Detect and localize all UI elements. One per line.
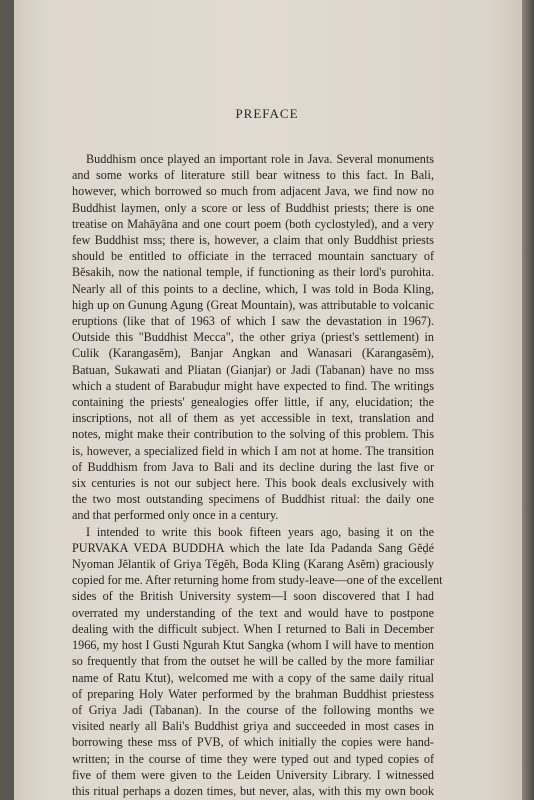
text-line: dealing with the difficult subject. When I returned to Bali in December (72, 621, 434, 636)
text-line: treatise on Mahāyāna and one court poem (both cyclostyled), and a very (72, 216, 434, 231)
text-line: Buddhist laymen, only a score or less of Buddhist priests; there is one (72, 200, 434, 215)
text-line: so frequently that from the outset he will be called by the more familiar (72, 654, 434, 669)
page-heading: PREFACE (235, 106, 299, 121)
text-line: 1966, my host I Gusti Ngurah Ktut Sangka (whom I will have to mention (72, 638, 434, 653)
text-line: should be entitled to officiate in the terraced mountain sanctuary of (72, 249, 434, 264)
text-line: of preparing Holy Water performed by the brahman Buddhist priestess (72, 686, 434, 701)
text-line: and some works of literature still bear witness to this fact. In Bali, (72, 168, 434, 183)
text-line: six centuries is not our subject here. This book deals exclusively with (72, 476, 434, 491)
text-line: high up on Gunung Agung (Great Mountain), was attributable to volcanic (72, 297, 434, 312)
text-line: written; in the course of time they were typed out and typed copies of (72, 751, 434, 766)
text-line: PURVAKA VEDA BUDDHA which the late Ida Padanda Sang Gĕḍé (72, 540, 434, 555)
text-line: of Griya Jadi (Tabanan). In the course of the following months we (72, 702, 434, 717)
text-line: inscriptions, not all of them as yet accessible in text, translation and (72, 411, 434, 426)
text-line: few Buddhist mss; there is, however, a claim that only Buddhist priests (72, 233, 434, 248)
text-line: the two most outstanding specimens of Buddhist ritual: the daily one (72, 492, 434, 507)
text-line: Culik (Karangasĕm), Banjar Angkan and Wanasari (Karangasĕm), (72, 346, 434, 361)
text-line: copied for me. After returning home from study-leave—one of the excellent (72, 573, 443, 588)
text-line: notes, might make their contribution to the solving of this problem. This (72, 427, 434, 442)
preface-body (72, 151, 443, 799)
text-line: and that performed only once in a century. (72, 508, 279, 523)
text-line: containing the priests' genealogies offer little, if any, elucidation; the (72, 395, 434, 410)
text-line: Outside this "Buddhist Mecca", the other griya (priest's settlement) in (72, 330, 434, 345)
text-line: eruptions (like that of 1963 of which I saw the devastation in 1967). (72, 314, 434, 329)
text-line: five of them were given to the Leiden University Library. I witnessed (72, 767, 434, 782)
text-line: visited nearly all Bali's Buddhist griya and succeeded in most cases in (72, 719, 434, 734)
text-line: overrated my understanding of the text and would have to postpone (72, 605, 434, 620)
text-line: Bĕsakih, now the national temple, if functioning as their lord's purohita. (72, 265, 434, 280)
text-line: sides of the British University system—I soon discovered that I had (72, 589, 434, 604)
text-line: name of Ratu Ktut), welcomed me with a copy of the same daily ritual (72, 670, 434, 685)
text-line: I intended to write this book fifteen years ago, basing it on the (86, 524, 434, 539)
text-line: this ritual perhaps a dozen times, but never, alas, with this my own book (72, 783, 434, 798)
text-line: which a student of Barabuḍur might have expected to find. The writings (72, 378, 434, 393)
text-line: however, which borrowed so much from adjacent Java, we find now no (72, 184, 434, 199)
text-line: borrowing these mss of PVB, of which initially the copies were hand- (72, 735, 434, 750)
text-line: Nyoman Jĕlantik of Griya Tĕgĕh, Boda Kling (Karang Asĕm) graciously (72, 557, 434, 572)
text-line: of Buddhism from Java to Bali and its decline during the last five or (72, 459, 434, 474)
text-line: Batuan, Sukawati and Pliatan (Gianjar) or Jadi (Tabanan) have no mss (72, 362, 434, 377)
text-line: Buddhism once played an important role in Java. Several monuments (86, 152, 434, 166)
text-line: Nearly all of this points to a decline, which, I was told in Boda Kling, (72, 281, 434, 296)
text-line: is, however, a specialized field in which I am not at home. The transition (72, 443, 434, 458)
